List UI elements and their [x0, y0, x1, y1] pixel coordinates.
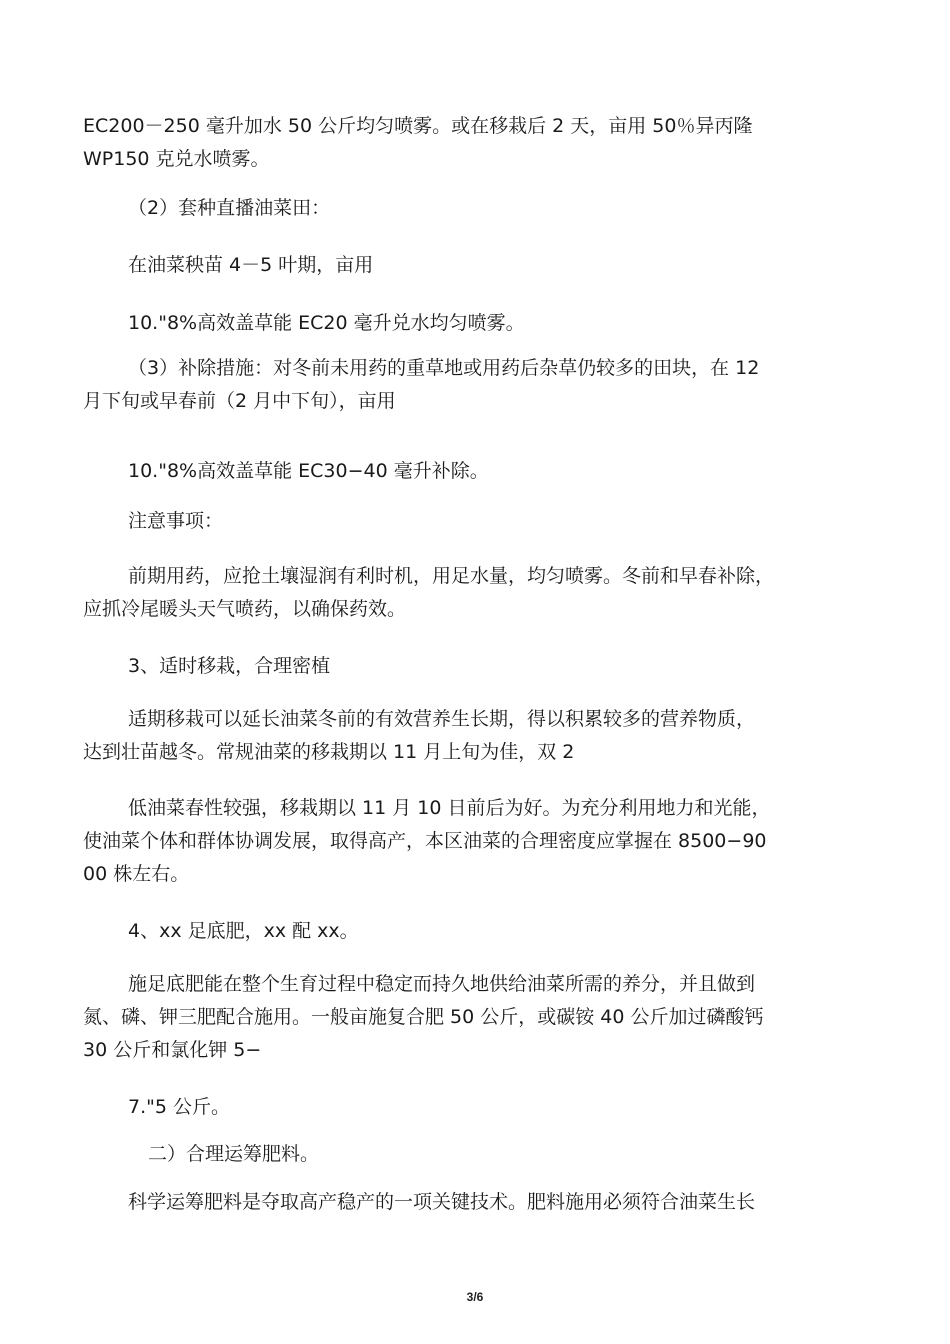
text-line: 使油菜个体和群体协调发展，取得高产，本区油菜的合理密度应掌握在 8500−90: [83, 830, 767, 852]
paragraph-seedling-stage: 在油菜秧苗 4－5 叶期，亩用: [128, 254, 374, 276]
heading-transplanting: 3、适时移栽，合理密植: [128, 655, 331, 677]
subheading-notes: 注意事项：: [128, 510, 224, 532]
heading-base-fertilizer: 4、xx 足底肥，xx 配 xx。: [128, 920, 359, 942]
paragraph-potassium-amount: 7."5 公斤。: [128, 1096, 230, 1118]
page-number: 3/6: [466, 1290, 484, 1304]
paragraph-dosage-ec20: 10."8%高效盖草能 EC20 毫升兑水均匀喷雾。: [128, 312, 525, 334]
text-line: 达到壮苗越冬。常规油菜的移栽期以 11 月上旬为佳，双 2: [83, 741, 575, 763]
text-line: 月下旬或早春前（2 月中下旬），亩用: [83, 390, 396, 412]
text-line: 30 公斤和氯化钾 5−: [83, 1039, 262, 1061]
paragraph-fertilizer-planning: 科学运筹肥料是夺取高产稳产的一项关键技术。肥料施用必须符合油菜生长: [128, 1191, 756, 1213]
paragraph-base-fertilizer: [83, 968, 873, 1067]
paragraph-herbicide-spray: [83, 110, 873, 176]
paragraph-early-application: [83, 560, 873, 626]
paragraph-transplanting-period: [83, 703, 873, 769]
paragraph-dosage-ec30: 10."8%高效盖草能 EC30−40 毫升补除。: [128, 460, 489, 482]
text-line: 氮、磷、钾三肥配合施用。一般亩施复合肥 50 公斤，或碳铵 40 公斤加过磷酸钙: [83, 1006, 764, 1028]
text-line: 适期移栽可以延长油菜冬前的有效营养生长期，得以积累较多的营养物质，: [128, 708, 756, 730]
subheading-direct-seeding: （2）套种直播油菜田：: [128, 197, 331, 219]
text-line: 应抓冷尾暖头天气喷药，以确保药效。: [83, 598, 407, 620]
text-line: WP150 克兑水喷雾。: [83, 148, 270, 170]
text-line: （3）补除措施：对冬前未用药的重草地或用药后杂草仍较多的田块，在 12: [128, 357, 760, 379]
paragraph-supplementary-measures: [83, 352, 873, 418]
text-line: 00 株左右。: [83, 863, 190, 885]
text-line: EC200－250 毫升加水 50 公斤均匀喷雾。或在移栽后 2 天，亩用 50％异丙隆: [83, 115, 753, 137]
text-line: 前期用药，应抢土壤湿润有利时机，用足水量，均匀喷雾。冬前和早春补除，: [128, 565, 775, 587]
paragraph-planting-density: [83, 792, 873, 891]
heading-fertilizer-planning: 二）合理运筹肥料。: [148, 1143, 320, 1165]
text-line: 施足底肥能在整个生育过程中稳定而持久地供给油菜所需的养分，并且做到: [128, 973, 756, 995]
text-line: 低油菜春性较强，移栽期以 11 月 10 日前后为好。为充分利用地力和光能，: [128, 797, 771, 819]
